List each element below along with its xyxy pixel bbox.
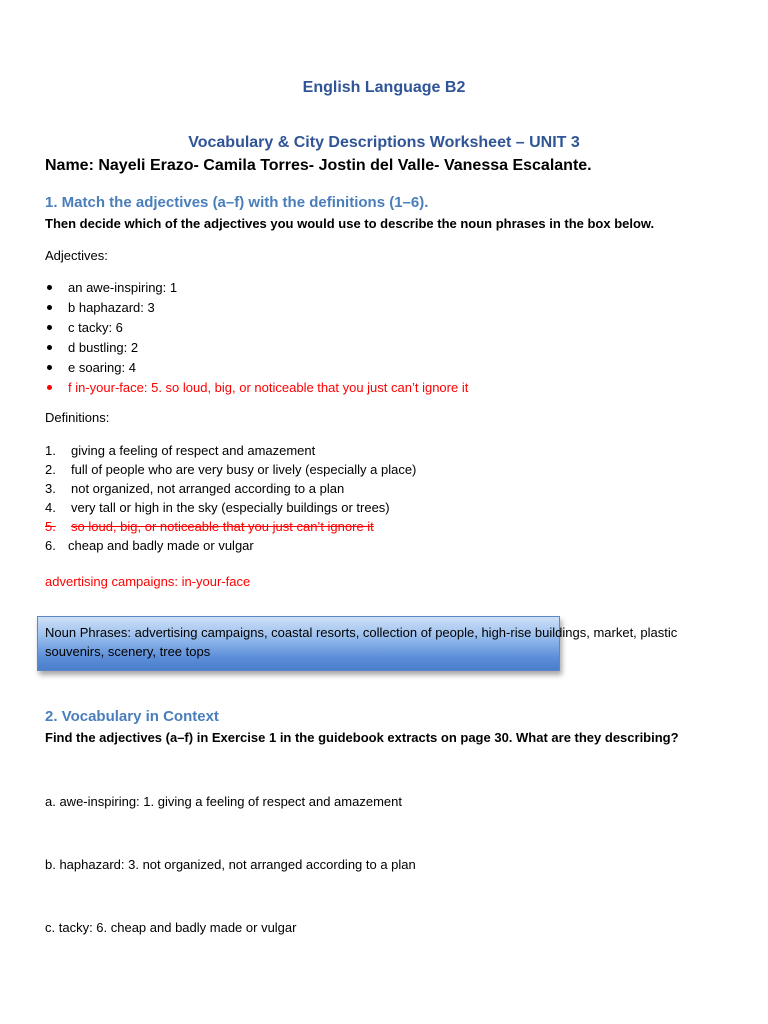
- definition-text: cheap and badly made or vulgar: [68, 538, 254, 553]
- adjectives-label: Adjectives:: [45, 248, 108, 263]
- definition-text: very tall or high in the sky (especially buildings or trees): [71, 500, 390, 515]
- noun-phrases-line2: souvenirs, scenery, tree tops: [45, 644, 211, 659]
- bullet-icon: [47, 365, 52, 370]
- definition-text: giving a feeling of respect and amazement: [71, 443, 316, 458]
- bullet-icon: [47, 345, 52, 350]
- list-item: b haphazard: 3: [68, 300, 155, 315]
- definition-number: 6.: [45, 538, 56, 553]
- list-item: an awe-inspiring: 1: [68, 280, 178, 295]
- section1-heading: 1. Match the adjectives (a–f) with the definitions (1–6).: [45, 194, 429, 211]
- bullet-icon: [47, 325, 52, 330]
- definition-text: not organized, not arranged according to a plan: [71, 481, 345, 496]
- bullet-icon: [47, 385, 52, 390]
- section2-instruction: Find the adjectives (a–f) in Exercise 1 in the guidebook extracts on page 30. What are they describing?: [45, 730, 679, 745]
- worksheet-subtitle: Vocabulary & City Descriptions Worksheet – UNIT 3: [188, 134, 580, 151]
- list-item-answer: f in-your-face: 5. so loud, big, or noticeable that you just can’t ignore it: [68, 380, 469, 395]
- context-answer: b. haphazard: 3. not organized, not arranged according to a plan: [45, 857, 416, 872]
- student-names: Name: Nayeli Erazo- Camila Torres- Jostin del Valle- Vanessa Escalante.: [45, 157, 592, 174]
- context-answer: c. tacky: 6. cheap and badly made or vulgar: [45, 920, 297, 935]
- definition-number: 3.: [45, 481, 56, 496]
- definition-number-struck: 5.: [45, 519, 56, 534]
- section2-heading: 2. Vocabulary in Context: [45, 708, 219, 725]
- answer-line: advertising campaigns: in-your-face: [45, 574, 251, 589]
- document-title: English Language B2: [302, 79, 466, 96]
- section1-instruction: Then decide which of the adjectives you would use to describe the noun phrases in the box below.: [45, 216, 655, 231]
- definition-text-struck: so loud, big, or noticeable that you just can’t ignore it: [71, 519, 374, 534]
- definition-number: 1.: [45, 443, 56, 458]
- list-item: c tacky: 6: [68, 320, 123, 335]
- definition-text: full of people who are very busy or lively (especially a place): [71, 462, 417, 477]
- definitions-label: Definitions:: [45, 410, 110, 425]
- list-item: d bustling: 2: [68, 340, 139, 355]
- noun-phrases-line1: Noun Phrases: advertising campaigns, coastal resorts, collection of people, high-rise buildings, market, plastic: [45, 625, 678, 640]
- bullet-icon: [47, 305, 52, 310]
- definition-number: 4.: [45, 500, 56, 515]
- context-answer: a. awe-inspiring: 1. giving a feeling of respect and amazement: [45, 794, 402, 809]
- bullet-icon: [47, 285, 52, 290]
- definition-number: 2.: [45, 462, 56, 477]
- list-item: e soaring: 4: [68, 360, 136, 375]
